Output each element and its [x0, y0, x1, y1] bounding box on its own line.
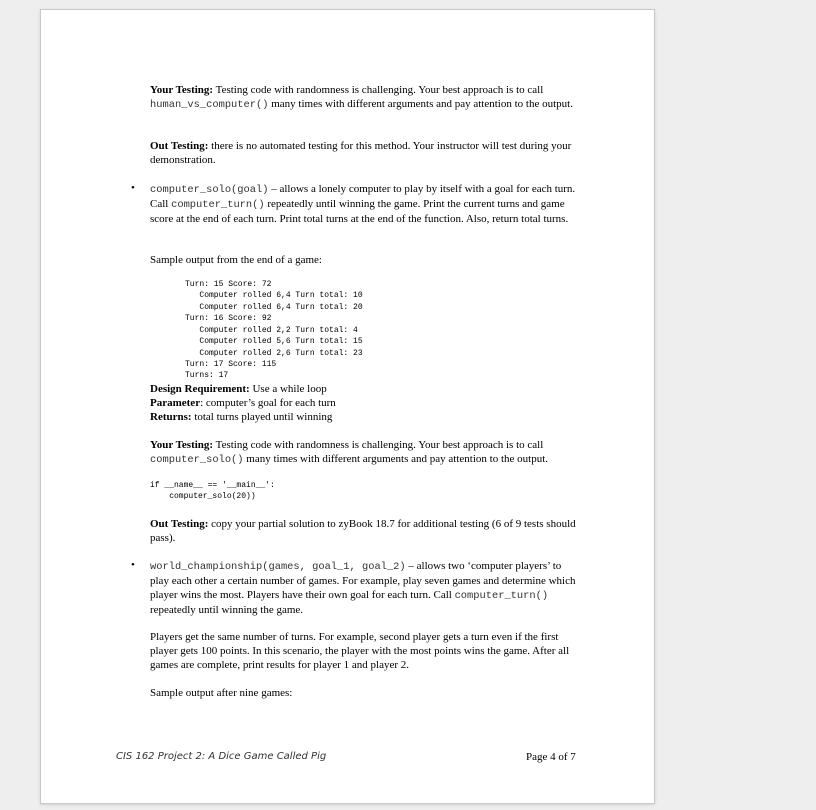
code-line: Turn: 16 Score: 92 — [185, 314, 272, 323]
sample-output-label-2: Sample output after nine games: — [150, 687, 293, 699]
out-testing-paragraph-1: Out Testing: there is no automated testing for this method. Your instructor will test during your demonstration. — [150, 140, 572, 166]
code-line: Computer rolled 6,4 Turn total: 10 — [185, 291, 363, 300]
page-number: Page 4 of 7 — [526, 751, 576, 763]
players-paragraph: Players get the same number of turns. For example, second player gets a turn even if the first player gets 100 points. In this scenario, the player with the most points wins the game. After all games are complete, print results for player 1 and player 2. — [150, 631, 570, 671]
your-testing-paragraph-1: Your Testing: Testing code with randomness is challenging. Your best approach is to call human_vs_computer() many times with different arguments and pay attention to the output. — [150, 84, 573, 111]
out-testing-paragraph-2: Out Testing: copy your partial solution to zyBook 18.7 for additional testing (6 of 9 tests should pass). — [150, 518, 576, 544]
footer-title: CIS 162 Project 2: A Dice Game Called Pig — [116, 751, 327, 762]
code-line: Computer rolled 5,6 Turn total: 15 — [185, 337, 363, 346]
computer-solo-description: computer_solo(goal) – allows a lonely computer to play by itself with a goal for each turn. Call computer_turn() repeatedly until winning the game. Print the current turns and game score at the end of each turn. Print total turns at the end of the function. Also, return total turns. — [150, 183, 576, 225]
design-requirement: Design Requirement: Use a while loop — [150, 383, 327, 395]
code-line: Computer rolled 2,6 Turn total: 23 — [185, 349, 363, 358]
document-page — [40, 9, 655, 804]
returns-line: Returns: total turns played until winning — [150, 411, 333, 423]
code-line: if __name__ == '__main__': — [150, 481, 275, 490]
code-line: computer_solo(20)) — [150, 492, 256, 501]
code-line: Turns: 17 — [185, 371, 229, 380]
bullet-marker: • — [131, 182, 135, 194]
sample-output-label: Sample output from the end of a game: — [150, 254, 322, 266]
your-testing-paragraph-2: Your Testing: Testing code with randomness is challenging. Your best approach is to call computer_solo() many times with different arguments and pay attention to the output. — [150, 439, 549, 466]
world-championship-description: world_championship(games, goal_1, goal_2) – allows two ‘computer players’ to play each other a certain number of games. For example, play seven games and determine which player wins the most. Players have their own goal for each turn. Call computer_turn() repeatedly until winning the game. — [150, 560, 576, 616]
code-line: Turn: 15 Score: 72 — [185, 280, 272, 289]
parameter-line: Parameter: computer’s goal for each turn — [150, 397, 336, 409]
bullet-marker: • — [131, 559, 135, 571]
code-line: Computer rolled 6,4 Turn total: 20 — [185, 303, 363, 312]
code-line: Turn: 17 Score: 115 — [185, 360, 277, 369]
code-line: Computer rolled 2,2 Turn total: 4 — [185, 326, 358, 335]
